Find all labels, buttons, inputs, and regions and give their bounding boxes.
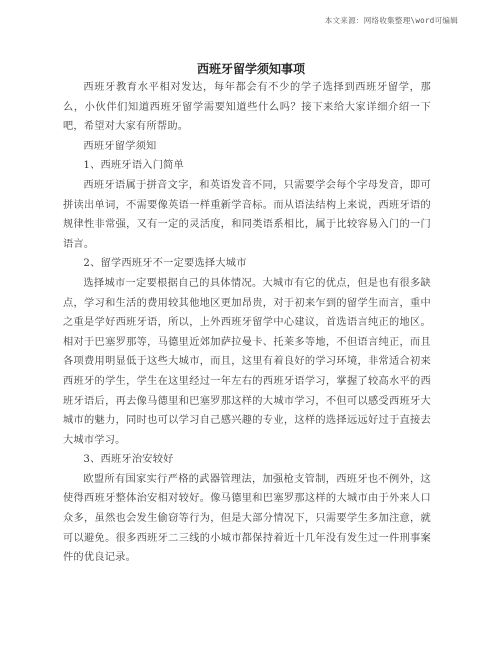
body-paragraph: 欧盟所有国家实行严格的武器管理法，加强枪支管制，西班牙也不例外，这使得西班牙整体治安相对较好。像马德里和巴塞罗那这样的大城市由于外来人口众多，虽然也会发生偷窃等行为，但是大部分情况下，只需要学生多加注意，就可以避免。很多西班牙二三线的小城市都保持着近十几年没有发生过一件刑事案件的优良记录。 [63,473,431,564]
document-title: 西班牙留学须知事项 [196,62,305,76]
item-heading: 2、留学西班牙不一定要选择大城市 [83,258,247,270]
section-heading: 西班牙留学须知 [83,140,157,152]
item-heading: 3、西班牙治安较好 [83,454,174,466]
document-body [63,78,431,568]
item-heading: 1、西班牙语入门简单 [83,160,185,172]
source-note: 本文来源：网络收集整理\word可编辑 [324,16,458,25]
intro-paragraph: 西班牙教育水平相对发达，每年都会有不少的学子选择到西班牙留学，那么，小伙伴们知道西班牙留学需要知道些什么吗？接下来给大家详细介绍一下吧，希望对大家有所帮助。 [63,82,431,133]
body-paragraph: 选择城市一定要根据自己的具体情况。大城市有它的优点，但是也有很多缺点，学习和生活的费用较其他地区更加昂贵，对于初来乍到的留学生而言，重中之重是学好西班牙语，所以，上外西班牙留学中心建议，首选语言纯正的地区。相对于巴塞罗那等，马德里近郊加萨拉曼卡、托莱多等地，不但语言纯正，而且各项费用明显低于这些大城市，而且，这里有着良好的学习环境，非常适合初来西班牙的学生，学生在这里经过一年左右的西班牙语学习，掌握了较高水平的西班牙语后，再去像马德里和巴塞罗那这样的大城市学习，不但可以感受西班牙大城市的魅力，同时也可以学习自己感兴趣的专业，这样的选择远远好过于直接去大城市学习。 [63,277,431,446]
body-paragraph: 西班牙语属于拼音文字，和英语发音不同，只需要学会每个字母发音，即可拼读出单词，不需要像英语一样重新学音标。而从语法结构上来说，西班牙语的规律性非常强，又有一定的灵活度，和同类语系相比，属于比较容易入门的一门语言。 [63,179,431,250]
